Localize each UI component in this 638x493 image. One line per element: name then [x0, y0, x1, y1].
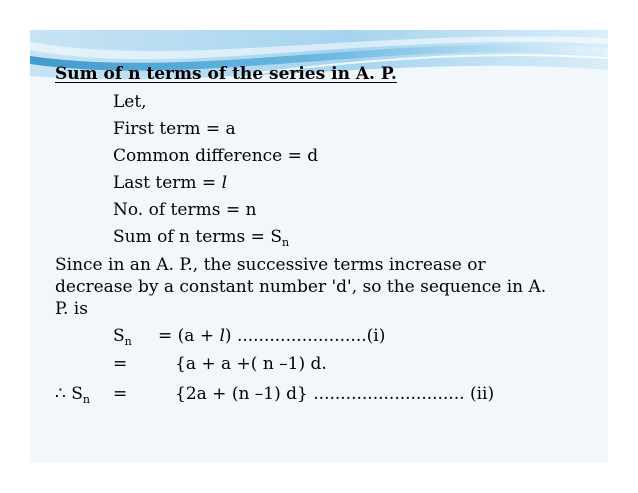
def-common-difference: Common difference = d: [113, 146, 319, 166]
eq3-rel: =: [113, 384, 128, 404]
eq3-lhs: [55, 383, 90, 405]
eq3-rhs: {2a + (n –1) d} ............................ (ii): [175, 384, 495, 404]
last-term-var: l: [221, 173, 228, 193]
eq1-s: S: [113, 326, 125, 346]
eq1-subscript: n: [124, 335, 132, 348]
eq1-rhs: [158, 325, 385, 347]
eq1-rel: = (a +: [158, 326, 220, 346]
eq2-rhs: {a + a +( n –1) d.: [175, 354, 327, 374]
eq1-var: l: [219, 326, 225, 346]
def-sum: [113, 226, 289, 248]
eq2-rel: =: [113, 354, 128, 374]
sum-subscript: n: [281, 236, 290, 249]
def-last-term: [113, 172, 227, 194]
last-term-text: Last term =: [113, 173, 222, 193]
therefore-symbol: ∴: [55, 384, 66, 404]
intro-let: Let,: [113, 92, 147, 112]
eq1-rest: ) ........................(i): [224, 326, 386, 346]
sum-text: Sum of n terms = S: [113, 227, 282, 247]
eq1-lhs: [113, 325, 132, 347]
eq3-s: S: [71, 384, 83, 404]
slide-title: Sum of n terms of the series in A. P.: [55, 64, 397, 84]
paragraph-line-3: P. is: [55, 299, 88, 319]
def-first-term: First term = a: [113, 119, 236, 139]
paragraph-line-1: Since in an A. P., the successive terms increase or: [55, 255, 486, 275]
eq3-subscript: n: [82, 393, 90, 406]
def-num-terms: No. of terms = n: [113, 200, 257, 220]
paragraph-line-2: decrease by a constant number 'd', so the sequence in A.: [55, 277, 547, 297]
